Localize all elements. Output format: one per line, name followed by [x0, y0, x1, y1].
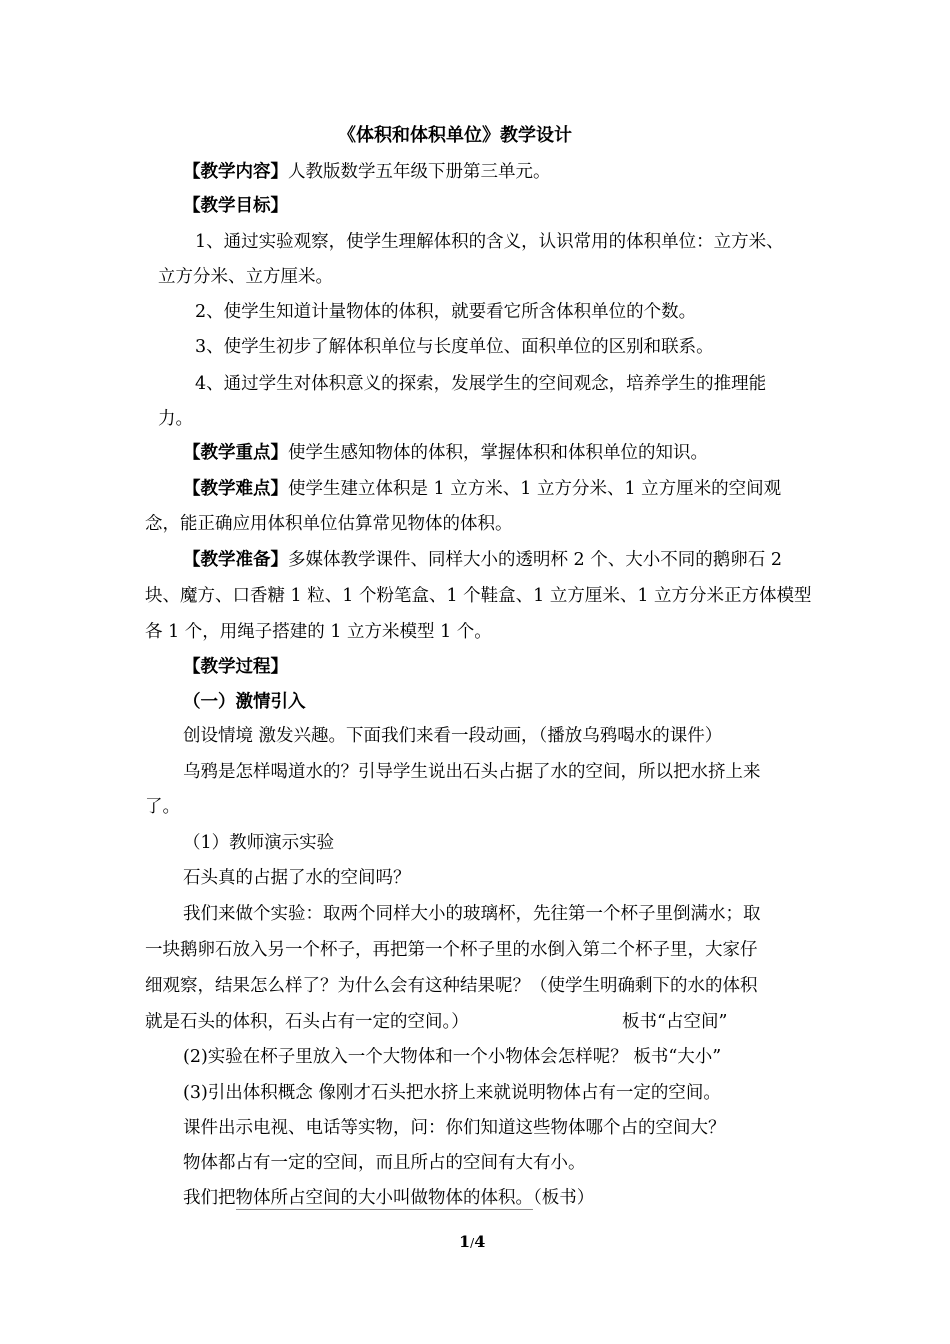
paragraph-7: (3)引出体积概念 像刚才石头把水挤上来就说明物体占有一定的空间。 — [183, 1083, 721, 1103]
key-points-label: 【教学重点】 — [183, 443, 288, 463]
paragraph-10-start: 我们把 — [183, 1188, 236, 1208]
page-number — [459, 1230, 485, 1255]
difficulties-text-1: 使学生建立体积是 1 立方米、1 立方分米、1 立方厘米的空间观 — [288, 479, 782, 499]
volume-definition: 物体所占空间的大小叫做物体的体积。 — [235, 1188, 533, 1208]
paragraph-8: 课件出示电视、电话等实物，问：你们知道这些物体哪个占的空间大？ — [183, 1118, 726, 1138]
page-separator: / — [470, 1236, 475, 1250]
paragraph-5-line-1: 我们来做个实验：取两个同样大小的玻璃杯，先往第一个杯子里倒满水；取 — [183, 904, 761, 924]
paragraph-6: (2)实验在杯子里放入一个大物体和一个小物体会怎样呢？ 板书“大小” — [183, 1047, 722, 1067]
paragraph-5-line-3: 细观察，结果怎么样了？为什么会有这种结果呢？（使学生明确剩下的水的体积 — [145, 976, 758, 996]
teaching-content-text: 人教版数学五年级下册第三单元。 — [288, 162, 551, 182]
paragraph-2-line-1: 乌鸦是怎样喝道水的？引导学生说出石头占据了水的空间，所以把水挤上来 — [183, 762, 761, 782]
preparation-line-2: 块、魔方、口香糖 1 粒、1 个粉笔盒、1 个鞋盒、1 立方厘米、1 立方分米正方体模型 — [145, 586, 812, 606]
paragraph-2-line-2: 了。 — [145, 797, 180, 817]
page-total: 4 — [474, 1232, 486, 1251]
preparation-line-1 — [183, 548, 782, 572]
paragraph-4: 石头真的占据了水的空间吗？ — [183, 868, 411, 888]
section-heading-1: （一）激情引入 — [183, 692, 306, 712]
paragraph-9: 物体都占有一定的空间，而且所占的空间有大有小。 — [183, 1153, 586, 1173]
goal-3: 3、使学生初步了解体积单位与长度单位、面积单位的区别和联系。 — [195, 337, 714, 357]
preparation-text-1: 多媒体教学课件、同样大小的透明杯 2 个、大小不同的鹅卵石 2 — [288, 550, 782, 570]
paragraph-5-line-4: 就是石头的体积，石头占有一定的空间。） — [145, 1012, 469, 1032]
board-note-space: 板书“占空间” — [622, 1012, 728, 1032]
teaching-content — [183, 160, 551, 184]
difficulties-line-2: 念，能正确应用体积单位估算常见物体的体积。 — [145, 514, 513, 534]
goal-2: 2、使学生知道计量物体的体积，就要看它所含体积单位的个数。 — [195, 302, 697, 322]
goal-4-line-2: 力。 — [158, 409, 193, 429]
teaching-goals-label: 【教学目标】 — [183, 196, 288, 216]
goal-1-line-2: 立方分米、立方厘米。 — [158, 267, 333, 287]
key-points — [183, 441, 708, 465]
key-points-text: 使学生感知物体的体积，掌握体积和体积单位的知识。 — [288, 443, 708, 463]
paragraph-10 — [183, 1186, 594, 1210]
preparation-label: 【教学准备】 — [183, 550, 288, 570]
preparation-line-3: 各 1 个，用绳子搭建的 1 立方米模型 1 个。 — [145, 622, 492, 642]
goal-4-line-1: 4、通过学生对体积意义的探索，发展学生的空间观念，培养学生的推理能 — [195, 374, 767, 394]
teaching-content-label: 【教学内容】 — [183, 162, 288, 182]
paragraph-3: （1）教师演示实验 — [183, 833, 335, 853]
paragraph-10-end: （板书） — [533, 1188, 595, 1208]
goal-1-line-1: 1、通过实验观察，使学生理解体积的含义，认识常用的体积单位：立方米、 — [195, 232, 784, 252]
paragraph-5-line-2: 一块鹅卵石放入另一个杯子，再把第一个杯子里的水倒入第二个杯子里，大家仔 — [145, 940, 758, 960]
page-title: 《体积和体积单位》教学设计 — [338, 125, 572, 146]
difficulties-label: 【教学难点】 — [183, 479, 288, 499]
page-current: 1 — [459, 1232, 471, 1251]
process-label: 【教学过程】 — [183, 657, 288, 677]
difficulties-line-1 — [183, 477, 781, 501]
paragraph-1: 创设情境 激发兴趣。下面我们来看一段动画，（播放乌鸦喝水的课件） — [183, 726, 723, 746]
